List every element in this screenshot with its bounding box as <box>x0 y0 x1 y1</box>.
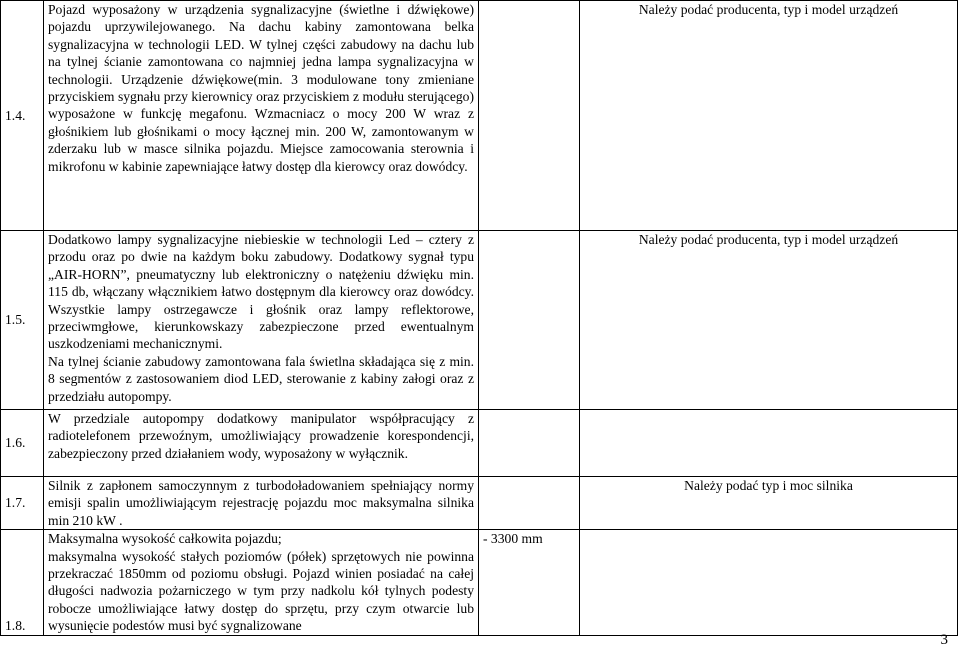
requirement-cell <box>44 410 479 477</box>
note-cell <box>580 530 958 635</box>
note-cell <box>580 410 958 477</box>
requirement-text: Na tylnej ścianie zabudowy zamontowana fala świetlna składająca się z min. 8 segmentów z zastosowaniem diod LED, sterowanie z kabiny załogi oraz z przedziału autopompy. <box>48 353 474 404</box>
requirement-cell <box>44 477 479 530</box>
row-number: 1.4. <box>1 1 44 231</box>
table-row <box>1 1 958 231</box>
note-cell: Należy podać typ i moc silnika <box>580 477 958 530</box>
row-number: 1.5. <box>1 231 44 410</box>
requirement-text: W przedziale autopompy dodatkowy manipulator współpracujący z radiotelefonem przewoźnym, umożliwiający prowadzenie korespondencji, zabezpieczony przed działaniem wody, wyposażony w wyłącznik. <box>48 411 474 461</box>
table-row <box>1 410 958 477</box>
page-number: 3 <box>940 632 948 648</box>
requirement-text: Dodatkowo lampy sygnalizacyjne niebieskie w technologii Led – cztery z przodu oraz po dwie na każdym boku zabudowy. Dodatkowy sygnał typu „AIR-HORN”, pneumatyczny lub elektroniczny o natężeniu dźwięku min. 115 db, włączany włącznikiem łatwo dostępnym dla kierowcy oraz dowódcy. Wszystkie lampy ostrzegawcze i głośnik oraz lampy reflektorowe, przeciwmgłowe, kierunkowskazy zabezpieczone przed ewentualnym uszkodzeniami mechanicznymi. <box>48 232 474 352</box>
row-number: 1.6. <box>1 410 44 477</box>
offered-value-cell <box>479 231 580 410</box>
table-row <box>1 477 958 530</box>
requirement-text: Pojazd wyposażony w urządzenia sygnalizacyjne (świetlne i dźwiękowe) pojazdu uprzywilejowanego. Na dachu kabiny zamontowana belka sygnalizacyjna w technologii LED. W tylnej części zabudowy na dachu lub na tylnej ścianie zamontowana co najmniej jedna lampa sygnalizacyjna w technologii. Urządzenie dźwiękowe(min. 3 modulowane tony zmieniane przyciskiem sygnału przy kierownicy oraz przyciskiem z modułu sterującego) wyposażone w funkcję megafonu. Wzmacniacz o mocy 200 W wraz z głośnikiem lub głośnikami o mocy łącznej min. 200 W, zamontowanym w zderzaku lub w masce silnika pojazdu. Miejsce zamocowania sterownia i mikrofonu w kabinie zapewniające łatwy dostęp dla kierowcy oraz dowódcy. <box>48 2 474 174</box>
table-row <box>1 530 958 635</box>
offered-value-cell: - 3300 mm <box>479 530 580 635</box>
requirement-cell <box>44 231 479 410</box>
requirement-text: maksymalna wysokość stałych poziomów (półek) sprzętowych nie powinna przekraczać 1850mm od poziomu obsługi. Pojazd winien posiadać na całej długości nadwozia pożarniczego w tym przy nadkolu kół tylnych podesty robocze umożliwiające łatwy dostęp do sprzętu, przy czym otwarcie lub wysunięcie podestów musi być sygnalizowane <box>48 548 474 634</box>
note-cell: Należy podać producenta, typ i model urządzeń <box>580 1 958 231</box>
requirement-text: Silnik z zapłonem samoczynnym z turbodoładowaniem spełniający normy emisji spalin umożliwiającym rejestrację pojazdu moc maksymalna silnika min 210 kW . <box>48 478 474 528</box>
note-cell: Należy podać producenta, typ i model urządzeń <box>580 231 958 410</box>
row-number: 1.8. <box>1 530 44 635</box>
offered-value-cell <box>479 1 580 231</box>
offered-value-cell <box>479 410 580 477</box>
requirement-cell <box>44 530 479 635</box>
offered-value-cell <box>479 477 580 530</box>
row-number: 1.7. <box>1 477 44 530</box>
table-row <box>1 231 958 410</box>
requirement-cell <box>44 1 479 231</box>
requirement-text: Maksymalna wysokość całkowita pojazdu; <box>48 531 282 547</box>
